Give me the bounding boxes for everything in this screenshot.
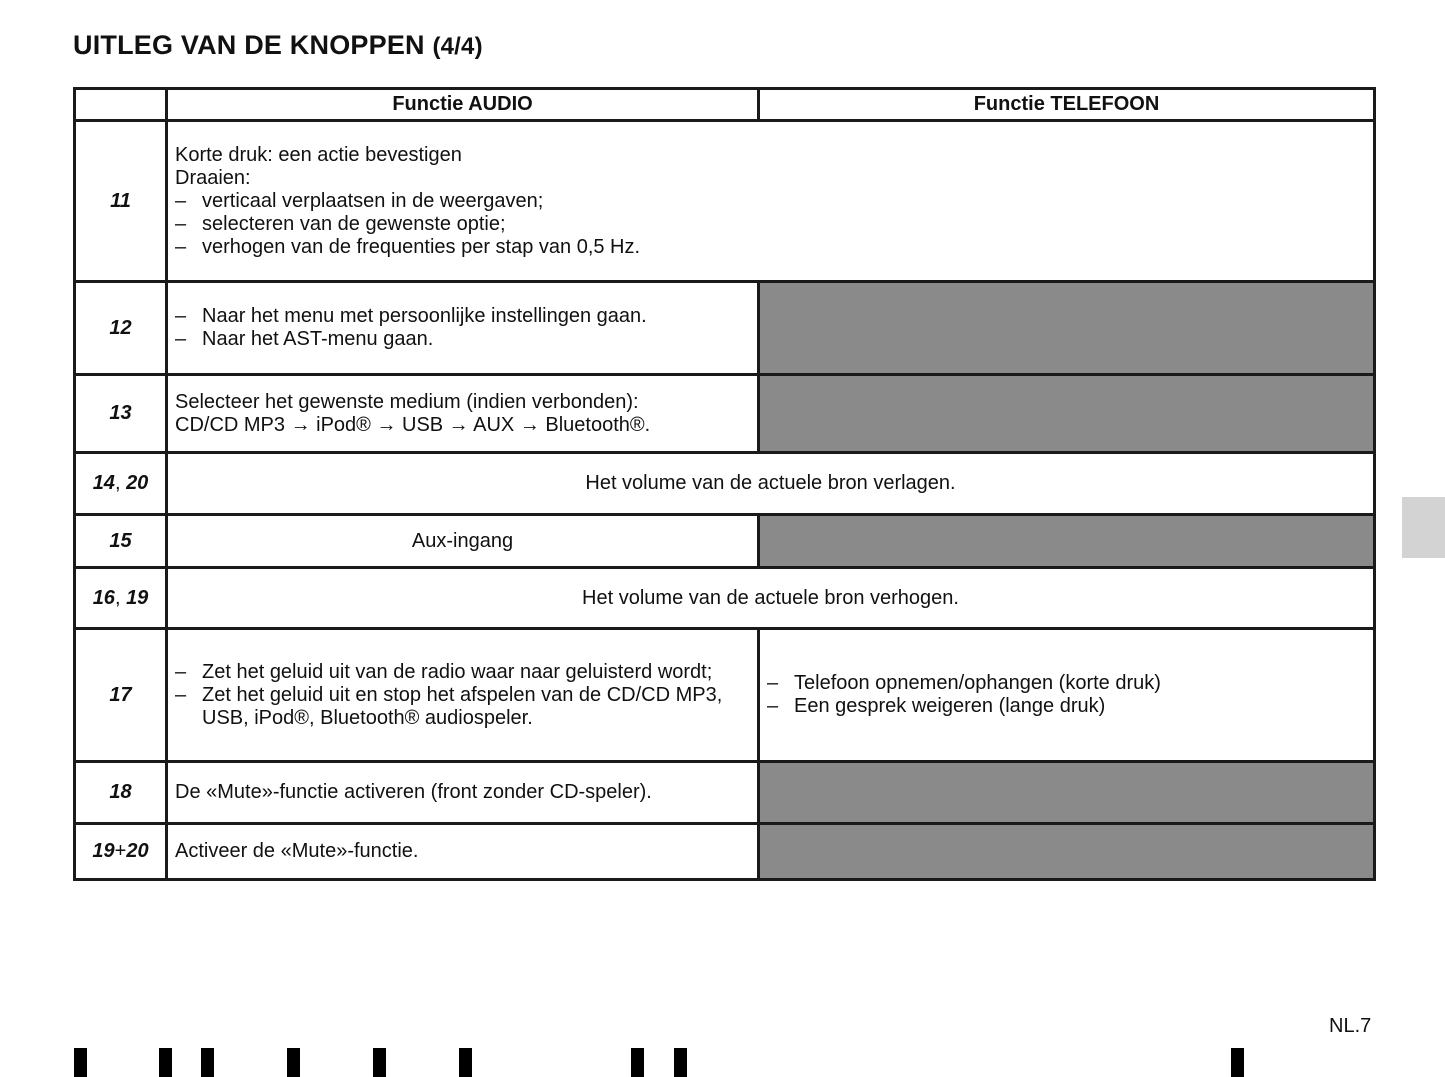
list-item	[175, 328, 750, 351]
row-key-separator: +	[114, 840, 127, 862]
list-item-text: Telefoon opnemen/ophangen (korte druk)	[794, 672, 1161, 694]
row-description: Het volume van de actuele bron verlagen.	[167, 453, 1375, 515]
row-audio: Activeer de «Mute»-functie.	[167, 824, 759, 880]
row-key-b: 20	[126, 840, 149, 862]
table-row	[75, 629, 1375, 762]
dash-bullet: –	[175, 235, 187, 258]
print-mark	[159, 1048, 172, 1077]
row-key: 11	[75, 121, 167, 282]
list-item	[175, 661, 750, 684]
page-number: NL.7	[1329, 1015, 1372, 1037]
row-audio: De «Mute»-functie activeren (front zonder CD-speler).	[167, 762, 759, 824]
buttons-table	[73, 87, 1376, 881]
list-item-text: verticaal verplaatsen in de weergaven;	[202, 189, 544, 212]
header-key-cell	[75, 89, 167, 121]
table-row	[75, 453, 1375, 515]
table-row	[75, 375, 1375, 453]
list-item	[767, 672, 1366, 695]
table-row	[75, 824, 1375, 880]
print-mark	[74, 1048, 87, 1077]
page-title	[73, 30, 483, 61]
row-key	[75, 568, 167, 629]
row-key: 17	[75, 629, 167, 762]
print-mark	[459, 1048, 472, 1077]
list-item	[175, 213, 1366, 236]
list-item	[767, 695, 1366, 718]
row-text-line: Korte druk: een actie bevestigen	[175, 143, 462, 166]
row-text-line: Draaien:	[175, 166, 251, 189]
table-row	[75, 762, 1375, 824]
row-phone-empty	[759, 824, 1375, 880]
row-phone-empty	[759, 762, 1375, 824]
print-mark	[201, 1048, 214, 1077]
list-item-text: Naar het menu met persoonlijke instellingen gaan.	[202, 305, 647, 327]
list-item-text: Zet het geluid uit en stop het afspelen van de CD/CD MP3, USB, iPod®, Bluetooth® audiospeler.	[202, 683, 723, 729]
print-mark	[631, 1048, 644, 1077]
dash-bullet: –	[767, 695, 779, 717]
row-key	[75, 824, 167, 880]
row-key-a: 16	[92, 586, 115, 609]
print-mark	[287, 1048, 300, 1077]
print-mark	[674, 1048, 687, 1077]
table-row	[75, 282, 1375, 375]
row-audio	[167, 375, 759, 453]
row-phone-empty	[759, 282, 1375, 375]
list-item-text: Zet het geluid uit van de radio waar naar geluisterd wordt;	[202, 660, 713, 683]
table-row	[75, 515, 1375, 568]
list-item	[175, 190, 1366, 213]
dash-bullet: –	[175, 305, 187, 327]
table-row	[75, 121, 1375, 282]
list-item	[175, 684, 750, 730]
row-key-a: 19	[92, 840, 115, 862]
dash-bullet: –	[175, 328, 187, 350]
list-item-text: Naar het AST-menu gaan.	[202, 328, 434, 350]
row-description: Het volume van de actuele bron verhogen.	[167, 568, 1375, 629]
list-item	[175, 236, 1366, 259]
row-key-b: 19	[126, 586, 149, 609]
row-key	[75, 453, 167, 515]
dash-bullet: –	[175, 660, 187, 683]
page-title-suffix: (4/4)	[432, 33, 483, 60]
row-phone-empty	[759, 515, 1375, 568]
row-text-line: CD/CD MP3 → iPod® → USB → AUX → Bluetooth®.	[175, 413, 651, 436]
page-title-text: UITLEG VAN DE KNOPPEN	[73, 30, 425, 60]
list-item-text: selecteren van de gewenste optie;	[202, 212, 506, 235]
list-item-text: verhogen van de frequenties per stap van 0,5 Hz.	[202, 235, 641, 258]
dash-bullet: –	[175, 212, 187, 235]
header-audio: Functie AUDIO	[167, 89, 759, 121]
row-audio	[167, 282, 759, 375]
dash-bullet: –	[175, 189, 187, 212]
row-key-b: 20	[126, 472, 149, 494]
row-key-a: 14	[92, 472, 115, 494]
dash-bullet: –	[767, 672, 779, 694]
print-mark	[1231, 1048, 1244, 1077]
table-row	[75, 568, 1375, 629]
header-phone: Functie TELEFOON	[759, 89, 1375, 121]
list-item-text: Een gesprek weigeren (lange druk)	[794, 695, 1106, 717]
table-header-row	[75, 89, 1375, 121]
print-mark	[373, 1048, 386, 1077]
chapter-side-tab	[1402, 497, 1445, 558]
row-key: 18	[75, 762, 167, 824]
row-key: 15	[75, 515, 167, 568]
row-key: 13	[75, 375, 167, 453]
row-key-separator: ,	[114, 586, 127, 609]
row-text-line: Selecteer het gewenste medium (indien verbonden):	[175, 390, 639, 413]
row-key: 12	[75, 282, 167, 375]
dash-bullet: –	[175, 683, 187, 706]
list-item	[175, 305, 750, 328]
row-key-separator: ,	[114, 472, 127, 494]
row-phone	[759, 629, 1375, 762]
row-phone-empty	[759, 375, 1375, 453]
row-audio: Aux-ingang	[167, 515, 759, 568]
row-audio	[167, 629, 759, 762]
row-description	[167, 121, 1375, 282]
